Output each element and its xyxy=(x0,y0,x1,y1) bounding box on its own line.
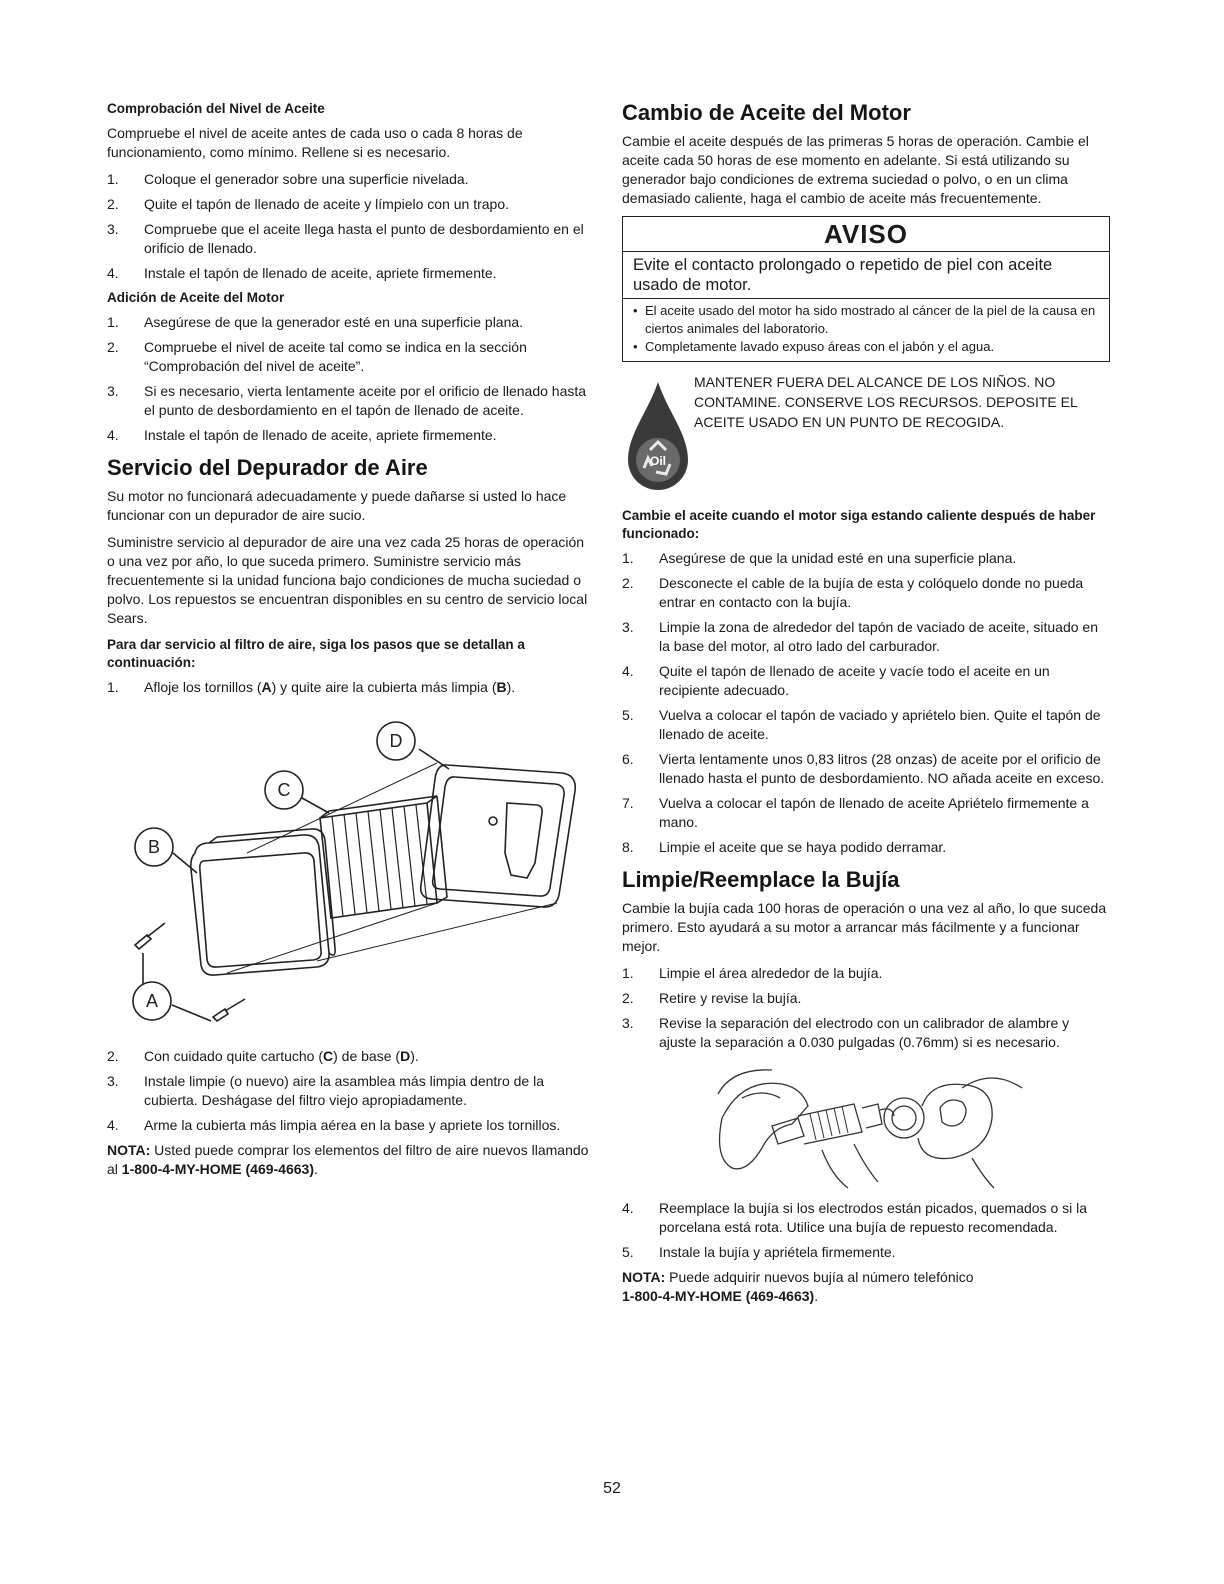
spark-plug-steps-1 xyxy=(622,964,1110,1052)
list-item: 1. Coloque el generador sobre una superficie nivelada. xyxy=(107,171,469,187)
list-item: 2. Retire y revise la bujía. xyxy=(622,990,802,1006)
air-cleaner-lead: Para dar servicio al filtro de aire, siga los pasos que se detallan a continuación: xyxy=(107,637,525,670)
recycle-notice xyxy=(622,372,1110,497)
aviso-bullets xyxy=(623,299,1109,361)
oil-check-heading: Comprobación del Nivel de Aceite xyxy=(107,101,325,116)
air-cleaner-steps-2 xyxy=(107,1047,594,1135)
list-item: 5. Vuelva a colocar el tapón de vaciado y apriételo bien. Quite el tapón de llenado de aceite. xyxy=(622,707,1101,742)
list-item: 2. Compruebe el nivel de aceite tal como se indica en la sección “Comprobación del nivel de aceite”. xyxy=(107,339,527,374)
list-item: 3. Compruebe que el aceite llega hasta el punto de desbordamiento en el orificio de llenado. xyxy=(107,221,584,256)
list-item: 3. Si es necesario, vierta lentamente aceite por el orificio de llenado hasta el punto de desbordamiento en el tapón de llenado de aceite. xyxy=(107,383,587,418)
aviso-warning-box xyxy=(622,216,1110,362)
air-filter-diagram xyxy=(107,703,594,1043)
spark-plug-heading: Limpie/Reemplace la Bujía xyxy=(622,867,900,892)
list-item: 1. Asegúrese de que la unidad esté en una superficie plana. xyxy=(622,550,1017,566)
diagram-label-a: A xyxy=(145,991,159,1011)
air-cleaner-paragraph-2: Suministre servicio al depurador de aire una vez cada 25 horas de operación o una vez por año, lo que suceda primero. Suministre servicio más frecuentemente si la unidad funciona bajo condiciones de mucha suciedad o polvo. Los repuestos se encuentran disponibles en su centro de servicio local Sears. xyxy=(107,534,588,626)
list-item: 4. Quite el tapón de llenado de aceite y vacíe todo el aceite en un recipiente adecuado. xyxy=(622,663,1050,698)
aviso-main-text: Evite el contacto prolongado o repetido de piel con aceite usado de motor. xyxy=(623,252,1109,299)
oil-check-intro: Compruebe el nivel de aceite antes de cada uso o cada 8 horas de funcionamiento, como mínimo. Rellene si es necesario. xyxy=(107,125,523,160)
air-filter-note: NOTA: Usted puede comprar los elementos del filtro de aire nuevos llamando al 1-800-4-MY-HOME (469-4663). xyxy=(107,1142,589,1177)
spark-plug-gap-illustration xyxy=(622,1058,1110,1193)
oil-icon-label: Oil xyxy=(649,454,667,468)
right-column xyxy=(622,100,1110,1314)
list-item: 3. Limpie la zona de alrededor del tapón de vaciado de aceite, situado en la base del motor, al otro lado del carburador. xyxy=(622,619,1098,654)
list-item: 7. Vuelva a colocar el tapón de llenado de aceite Apriételo firmemente a mano. xyxy=(622,795,1089,830)
oil-change-heading: Cambio de Aceite del Motor xyxy=(622,100,911,125)
list-item: 4. Arme la cubierta más limpia aérea en la base y apriete los tornillos. xyxy=(107,1117,561,1133)
spark-plug-steps-2 xyxy=(622,1199,1110,1262)
list-item: 4. Reemplace la bujía si los electrodos están picados, quemados o si la porcelana está rota. Utilice una bujía de repuesto recomendada. xyxy=(622,1200,1088,1235)
oil-change-lead: Cambie el aceite cuando el motor siga estando caliente después de haber funcionado: xyxy=(622,508,1096,541)
list-item: 5. Instale la bujía y apriétela firmemente. xyxy=(622,1244,896,1260)
aviso-bullet: • Completamente lavado expuso áreas con el jabón y el agua. xyxy=(631,338,1101,356)
diagram-label-d: D xyxy=(389,731,403,751)
recycle-text: MANTENER FUERA DEL ALCANCE DE LOS NIÑOS. NO CONTAMINE. CONSERVE LOS RECURSOS. DEPOSITE EL ACEITE USADO EN UN PUNTO DE RECOGIDA. xyxy=(694,374,1078,430)
list-item: 4. Instale el tapón de llenado de aceite, apriete firmemente. xyxy=(107,427,497,443)
list-item: 2. Desconecte el cable de la bujía de esta y colóquelo donde no pueda entrar en contacto con la bujía. xyxy=(622,575,1084,610)
air-cleaner-heading: Servicio del Depurador de Aire xyxy=(107,455,428,480)
list-item: 2. Con cuidado quite cartucho (C) de base (D). xyxy=(107,1048,419,1064)
oil-change-steps xyxy=(622,549,1110,857)
air-cleaner-steps-1 xyxy=(107,678,594,697)
spark-plug-intro: Cambie la bujía cada 100 horas de operación o una vez al año, lo que suceda primero. Esto ayudará a su motor a arrancar más fácilmente y a funcionar mejor. xyxy=(622,900,1107,954)
list-item: 6. Vierta lentamente unos 0,83 litros (28 onzas) de aceite por el orificio de llenado hasta el punto de desbordamiento. NO añada aceite en exceso. xyxy=(622,751,1105,786)
page-number: 52 xyxy=(603,1480,621,1497)
list-item: 3. Revise la separación del electrodo con un calibrador de alambre y ajuste la separación a 0.030 pulgadas (0.76mm) si es necesario. xyxy=(622,1015,1070,1050)
left-column xyxy=(107,100,594,1187)
list-item: 1. Afloje los tornillos (A) y quite aire la cubierta más limpia (B). xyxy=(107,679,516,695)
list-item: 1. Limpie el área alrededor de la bujía. xyxy=(622,965,883,981)
spark-plug-note: NOTA: Puede adquirir nuevos bujía al número telefónico 1-800-4-MY-HOME (469-4663). xyxy=(622,1269,974,1304)
diagram-label-c: C xyxy=(277,780,291,800)
list-item: 8. Limpie el aceite que se haya podido derramar. xyxy=(622,839,947,855)
oil-recycle-icon xyxy=(622,372,694,497)
oil-change-intro: Cambie el aceite después de las primeras 5 horas de operación. Cambie el aceite cada 50 horas de ese momento en adelante. Si está utilizando su generador bajo condiciones de extrema suciedad o polvo, o en un clima demasiado caliente, haga el cambio de aceite más frecuentemente. xyxy=(622,133,1089,206)
air-cleaner-paragraph-1: Su motor no funcionará adecuadamente y puede dañarse si usted lo hace funcionar con un depurador de aire sucio. xyxy=(107,488,567,523)
list-item: 4. Instale el tapón de llenado de aceite, apriete firmemente. xyxy=(107,265,497,281)
aviso-bullet: • El aceite usado del motor ha sido mostrado al cáncer de la piel de la causa en ciertos animales del laboratorio. xyxy=(631,302,1101,338)
list-item: 3. Instale limpie (o nuevo) aire la asamblea más limpia dentro de la cubierta. Deshágase del filtro viejo apropiadamente. xyxy=(107,1073,544,1108)
add-oil-heading: Adición de Aceite del Motor xyxy=(107,290,285,305)
list-item: 1. Asegúrese de que la generador esté en una superficie plana. xyxy=(107,314,524,330)
list-item: 2. Quite el tapón de llenado de aceite y límpielo con un trapo. xyxy=(107,196,510,212)
diagram-label-b: B xyxy=(147,837,161,857)
aviso-title: AVISO xyxy=(623,217,1109,252)
add-oil-steps xyxy=(107,313,594,445)
oil-check-steps xyxy=(107,170,594,283)
